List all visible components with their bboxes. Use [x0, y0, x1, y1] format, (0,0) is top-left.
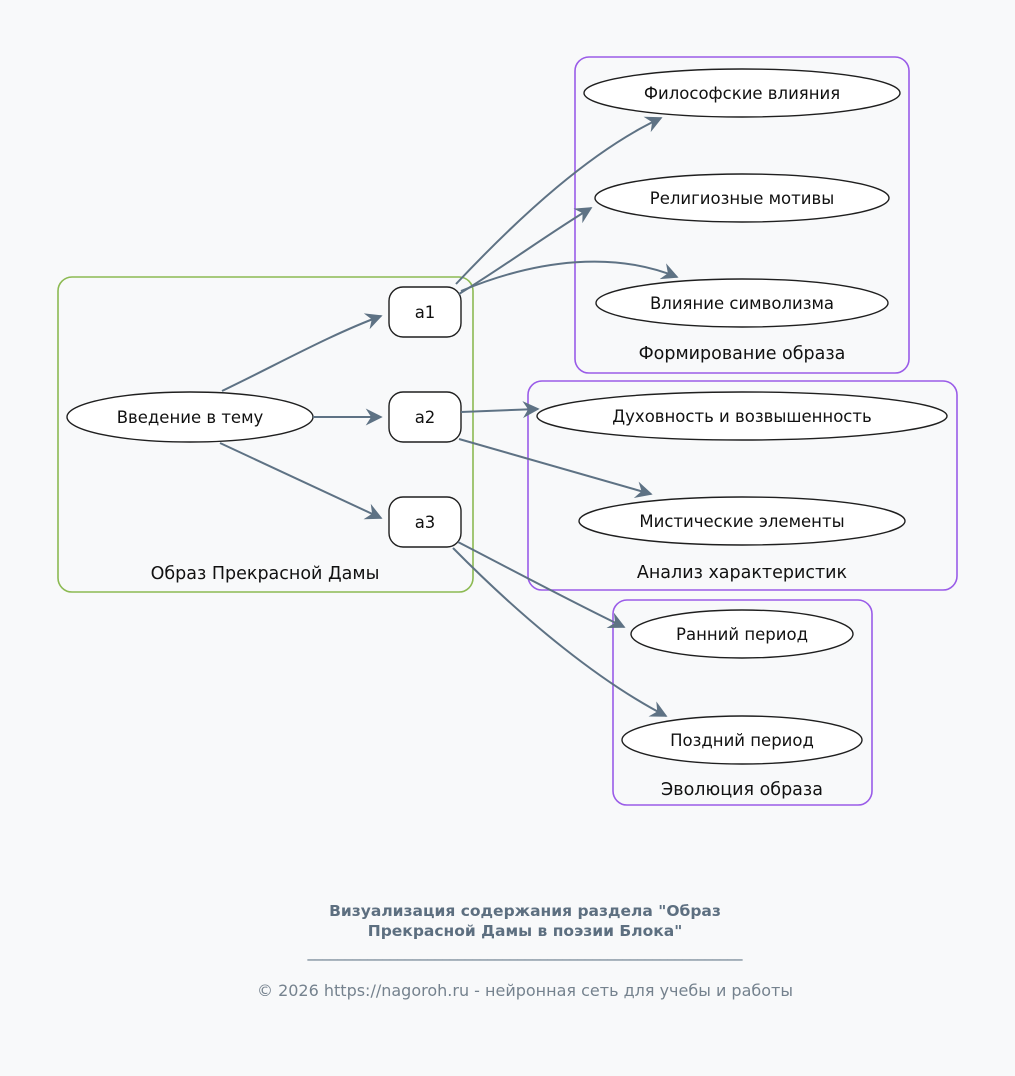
edge-intro-a3: [220, 443, 381, 518]
group-formation-label: Формирование образа: [638, 344, 846, 364]
edge-a2-mystic: [459, 439, 651, 494]
node-spirit-label: Духовность и возвышенность: [612, 407, 872, 426]
group-main-label: Образ Прекрасной Дамы: [150, 564, 380, 584]
node-mystic-label: Мистические элементы: [639, 512, 845, 531]
node-a1-label: a1: [414, 303, 436, 322]
edge-intro-a1: [222, 316, 381, 391]
footer-copyright: © 2026 https://nagoroh.ru - нейронная сеть для учебы и работы: [256, 981, 793, 1000]
footer: [35, 901, 1015, 1000]
node-late-label: Поздний период: [670, 731, 814, 750]
node-intro-label: Введение в тему: [116, 408, 264, 427]
node-symb-label: Влияние символизма: [649, 294, 835, 313]
node-relig-label: Религиозные мотивы: [649, 189, 835, 208]
node-a3-label: a3: [414, 513, 436, 532]
node-early-label: Ранний период: [676, 625, 808, 644]
footer-title-line2: Прекрасной Дамы в поэзии Блока": [367, 922, 683, 940]
group-analysis-label: Анализ характеристик: [636, 563, 848, 583]
node-a2-label: a2: [414, 408, 436, 427]
node-phil-label: Философские влияния: [643, 84, 841, 103]
group-evolution-label: Эволюция образа: [661, 780, 823, 800]
footer-separator: __________________________________________________________: [307, 943, 743, 961]
footer-title-line1: Визуализация содержания раздела "Образ: [329, 902, 721, 920]
edge-a1-relig: [459, 208, 591, 294]
edge-a3-early: [458, 542, 624, 627]
